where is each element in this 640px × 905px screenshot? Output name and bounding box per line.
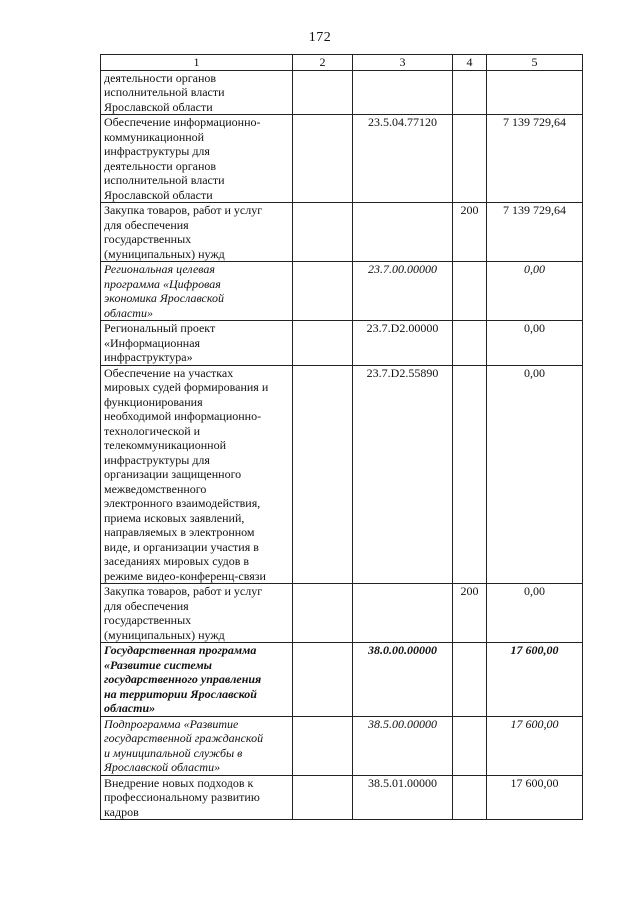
row-name-line: программа «Цифровая xyxy=(104,276,221,291)
row-name-line: деятельности органов xyxy=(104,70,217,85)
table-row xyxy=(101,716,583,775)
row-name-line: электронного взаимодействия, xyxy=(104,496,261,510)
row-name-line: Региональный проект xyxy=(104,321,216,335)
table-row xyxy=(101,584,583,643)
kind-cell xyxy=(453,70,487,115)
table-row xyxy=(101,115,583,203)
row-name-line: Ярославской области xyxy=(104,187,213,202)
row-name-line: (муниципальных) нужд xyxy=(104,246,225,261)
row-name-line: Обеспечение информационно- xyxy=(104,115,261,129)
row-name-line: межведомственного xyxy=(104,481,207,496)
row-name-line: деятельности органов xyxy=(104,158,217,173)
row-name-line: приема исковых заявлений, xyxy=(104,510,245,525)
row-name-line: государственной гражданской xyxy=(104,731,264,745)
row-name-cell xyxy=(101,584,293,643)
row-name-line: государственных xyxy=(104,613,192,627)
amount-cell: 0,00 xyxy=(487,584,583,643)
row-name-cell xyxy=(101,70,293,115)
code-cell xyxy=(353,584,453,643)
budget-table xyxy=(100,54,583,820)
table-row xyxy=(101,365,583,584)
row-name-line: заседаниях мировых судов в xyxy=(104,554,250,568)
kind-cell xyxy=(453,321,487,366)
row-name-cell xyxy=(101,365,293,584)
row-name-cell xyxy=(101,775,293,820)
amount-cell: 17 600,00 xyxy=(487,643,583,717)
header-col-2: 2 xyxy=(293,55,353,71)
code-cell: 23.7.00.00000 xyxy=(353,262,453,321)
row-name-line: инфраструктура» xyxy=(104,350,193,364)
code-cell xyxy=(353,203,453,262)
row-name-line: Внедрение новых подходов к xyxy=(104,775,254,790)
row-name-cell xyxy=(101,262,293,321)
row-name-cell xyxy=(101,321,293,366)
kind-cell xyxy=(453,365,487,584)
row-name-line: Региональная целевая xyxy=(104,262,215,276)
row-name-line: Ярославской области xyxy=(104,99,213,114)
table-row xyxy=(101,262,583,321)
row-name-line: инфраструктуры для xyxy=(104,144,210,158)
header-col-1: 1 xyxy=(101,55,293,71)
row-name-line: «Развитие системы xyxy=(104,657,212,672)
kind-cell xyxy=(453,115,487,203)
amount-cell: 17 600,00 xyxy=(487,716,583,775)
row-name-line: телекоммуникационной xyxy=(104,438,226,452)
table-row xyxy=(101,203,583,262)
kind-cell: 200 xyxy=(453,584,487,643)
row-name-line: экономика Ярославской xyxy=(104,291,225,305)
kind-cell xyxy=(453,775,487,820)
table-row xyxy=(101,775,583,820)
col2-cell xyxy=(293,584,353,643)
row-name-line: области» xyxy=(104,701,156,715)
row-name-line: (муниципальных) нужд xyxy=(104,627,225,642)
col2-cell xyxy=(293,716,353,775)
row-name-line: кадров xyxy=(104,804,139,819)
header-col-4: 4 xyxy=(453,55,487,71)
row-name-line: профессиональному развитию xyxy=(104,790,260,804)
code-cell: 38.5.01.00000 xyxy=(353,775,453,820)
row-name-cell xyxy=(101,716,293,775)
code-cell: 38.5.00.00000 xyxy=(353,716,453,775)
kind-cell: 200 xyxy=(453,203,487,262)
amount-cell xyxy=(487,70,583,115)
row-name-line: Обеспечение на участках xyxy=(104,365,234,380)
row-name-line: «Информационная xyxy=(104,335,201,350)
col2-cell xyxy=(293,365,353,584)
row-name-line: функционирования xyxy=(104,394,203,409)
kind-cell xyxy=(453,262,487,321)
col2-cell xyxy=(293,115,353,203)
code-cell: 23.7.D2.00000 xyxy=(353,321,453,366)
amount-cell: 0,00 xyxy=(487,321,583,366)
row-name-line: государственных xyxy=(104,232,192,246)
amount-cell: 0,00 xyxy=(487,365,583,584)
row-name-line: коммуникационной xyxy=(104,129,205,144)
row-name-line: и муниципальной службы в xyxy=(104,745,243,760)
table-row xyxy=(101,70,583,115)
amount-cell: 0,00 xyxy=(487,262,583,321)
row-name-line: исполнительной власти xyxy=(104,173,225,187)
row-name-cell xyxy=(101,115,293,203)
row-name-line: технологической и xyxy=(104,423,201,438)
table-row xyxy=(101,321,583,366)
row-name-line: мировых судей формирования и xyxy=(104,380,269,394)
kind-cell xyxy=(453,716,487,775)
row-name-line: государственного управления xyxy=(104,672,262,686)
amount-cell: 17 600,00 xyxy=(487,775,583,820)
row-name-cell xyxy=(101,643,293,717)
col2-cell xyxy=(293,643,353,717)
row-name-line: Закупка товаров, работ и услуг xyxy=(104,203,263,217)
header-col-3: 3 xyxy=(353,55,453,71)
col2-cell xyxy=(293,203,353,262)
code-cell: 23.7.D2.55890 xyxy=(353,365,453,584)
col2-cell xyxy=(293,70,353,115)
row-name-line: организации защищенного xyxy=(104,467,242,481)
row-name-line: на территории Ярославской xyxy=(104,686,257,701)
row-name-line: необходимой информационно- xyxy=(104,409,262,423)
page-number: 172 xyxy=(308,30,332,45)
code-cell: 23.5.04.77120 xyxy=(353,115,453,203)
header-col-5: 5 xyxy=(487,55,583,71)
row-name-line: для обеспечения xyxy=(104,217,189,232)
row-name-line: исполнительной власти xyxy=(104,85,225,99)
col2-cell xyxy=(293,262,353,321)
row-name-line: Закупка товаров, работ и услуг xyxy=(104,584,263,598)
row-name-line: области» xyxy=(104,305,153,320)
code-cell xyxy=(353,70,453,115)
row-name-cell xyxy=(101,203,293,262)
row-name-line: виде, и организации участия в xyxy=(104,539,259,554)
table-header-row xyxy=(101,55,583,71)
row-name-line: режиме видео-конференц-связи xyxy=(104,568,266,583)
row-name-line: для обеспечения xyxy=(104,598,189,613)
row-name-line: Государственная программа xyxy=(104,643,257,657)
col2-cell xyxy=(293,775,353,820)
row-name-line: направляемых в электронном xyxy=(104,525,255,539)
col2-cell xyxy=(293,321,353,366)
row-name-line: Ярославской области» xyxy=(104,760,221,774)
row-name-line: инфраструктуры для xyxy=(104,452,210,467)
table-row xyxy=(101,643,583,717)
code-cell: 38.0.00.00000 xyxy=(353,643,453,717)
amount-cell: 7 139 729,64 xyxy=(487,115,583,203)
kind-cell xyxy=(453,643,487,717)
row-name-line: Подпрограмма «Развитие xyxy=(104,716,239,731)
amount-cell: 7 139 729,64 xyxy=(487,203,583,262)
